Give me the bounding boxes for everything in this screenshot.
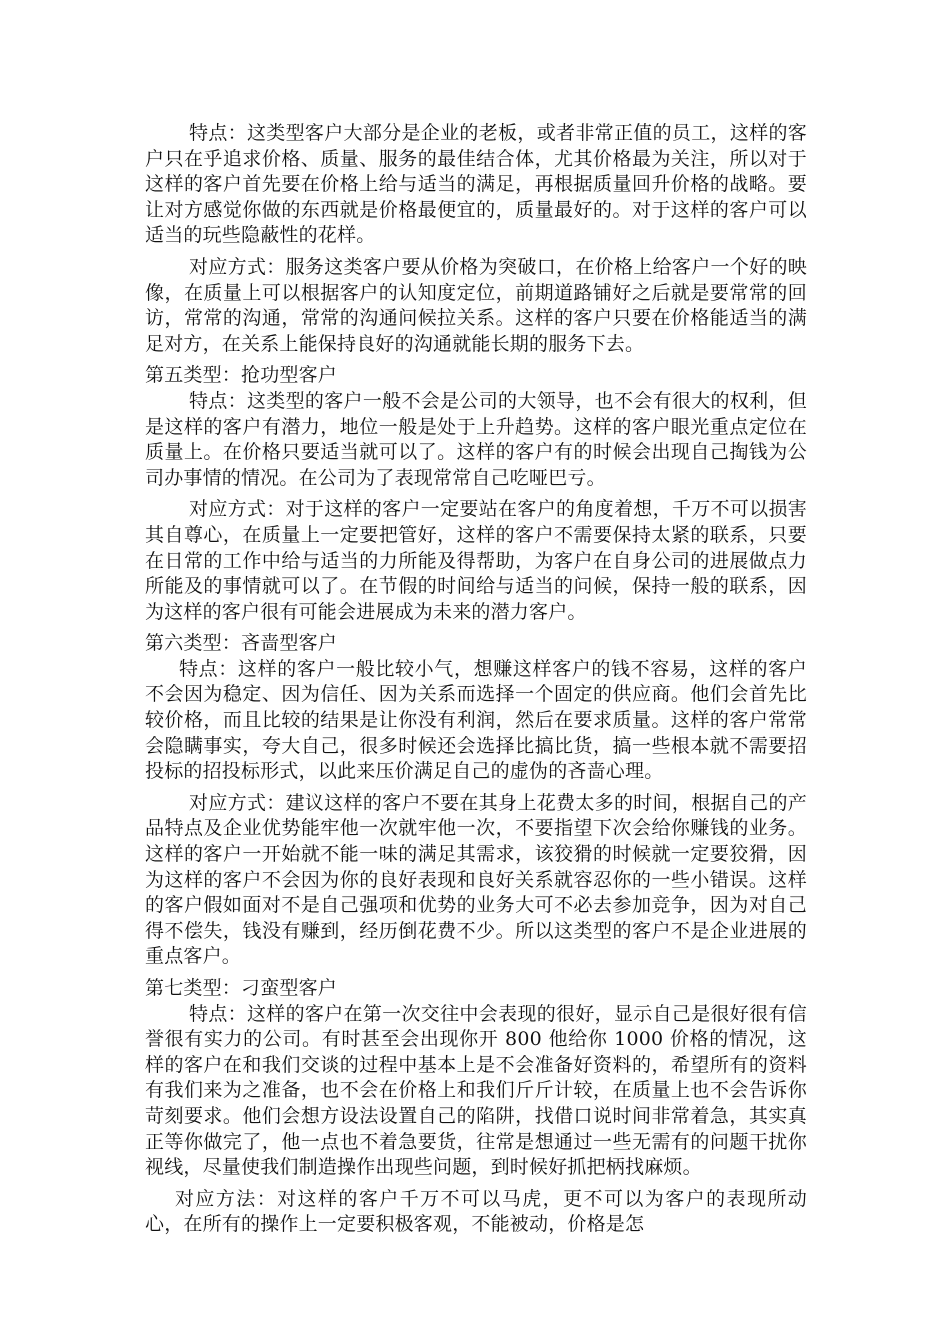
section-heading-type6: 第六类型：吝啬型客户	[145, 632, 338, 655]
document-page	[145, 121, 807, 1244]
section-heading-type5: 第五类型：抢功型客户	[145, 364, 338, 387]
paragraph-traits-type4: 特点：这类型客户大部分是企业的老板，或者非常正值的员工，这样的客户只在乎追求价格、质量、服务的最佳结合体，尤其价格最为关注，所以对于这样的客户首先要在价格上给与适当的满足，再根据质量回升价格的战略。要让对方感觉你做的东西就是价格最便宜的，质量最好的。对于这样的客户可以适当的玩些隐蔽性的花样。	[145, 122, 807, 247]
paragraph-response-type6: 对应方式：建议这样的客户不要在其身上花费太多的时间，根据自己的产品特点及企业优势能牢他一次就牢他一次，不要指望下次会给你赚钱的业务。这样的客户一开始就不能一味的满足其需求，该狡猾的时候就一定要狡猾，因为这样的客户不会因为你的良好表现和良好关系就容忍你的一些小错误。这样的客户假如面对不是自己强项和优势的业务大可不必去参加竞争，因为对自己得不偿失，钱没有赚到，经历倒花费不少。所以这类型的客户不是企业进展的重点客户。	[145, 791, 807, 968]
paragraph-traits-type5: 特点：这类型的客户一般不会是公司的大领导，也不会有很大的权利，但是这样的客户有潜力，地位一般是处于上升趋势。这样的客户眼光重点定位在质量上。在价格只要适当就可以了。这样的客户有的时候会出现自己掏钱为公司办事情的情况。在公司为了表现常常自己吃哑巴亏。	[145, 389, 807, 489]
paragraph-response-type4: 对应方式：服务这类客户要从价格为突破口，在价格上给客户一个好的映像，在质量上可以根据客户的认知度定位，前期道路铺好之后就是要常常的回访，常常的沟通，常常的沟通问候拉关系。这样的客户只要在价格能适当的满足对方，在关系上能保持良好的沟通就能长期的服务下去。	[145, 255, 807, 355]
paragraph-traits-type6: 特点：这样的客户一般比较小气，想赚这样客户的钱不容易，这样的客户不会因为稳定、因为信任、因为关系而选择一个固定的供应商。他们会首先比较价格，而且比较的结果是让你没有利润，然后在要求质量。这样的客户常常会隐瞒事实，夸大自己，很多时候还会选择比搞比货，搞一些根本就不需要招投标的招投标形式，以此来压价满足自己的虚伪的吝啬心理。	[145, 657, 807, 783]
paragraph-traits-type7: 特点：这样的客户在第一次交往中会表现的很好，显示自己是很好很有信誉很有实力的公司。有时甚至会出现你开 800 他给你 1000 价格的情况，这样的客户在和我们交谈的过程中基本上是不会准备好资料的，希望所有的资料有我们来为之准备，也不会在价格上和我们斤斤计较，在质量上也不会告诉你苛刻要求。他们会想方设法设置自己的陷阱，找借口说时间非常着急，其实真正等你做完了，他一点也不着急要货，往常是想通过一些无需有的问题干扰你视线，尽量使我们制造操作出现些问题，到时候好抓把柄找麻烦。	[145, 1002, 807, 1179]
section-heading-type7: 第七类型：刁蛮型客户	[145, 977, 338, 999]
paragraph-response-type5: 对应方式：对于这样的客户一定要站在客户的角度着想，千万不可以损害其自尊心，在质量上一定要把管好，这样的客户不需要保持太紧的联系，只要在日常的工作中给与适当的力所能及得帮助，为客户在自身公司的进展做点力所能及的事情就可以了。在节假的时间给与适当的问候，保持一般的联系，因为这样的客户很有可能会进展成为未来的潜力客户。	[145, 498, 807, 623]
paragraph-response-type7: 对应方法：对这样的客户千万不可以马虎，更不可以为客户的表现所动心，在所有的操作上一定要积极客观，不能被动，价格是怎	[145, 1187, 807, 1236]
